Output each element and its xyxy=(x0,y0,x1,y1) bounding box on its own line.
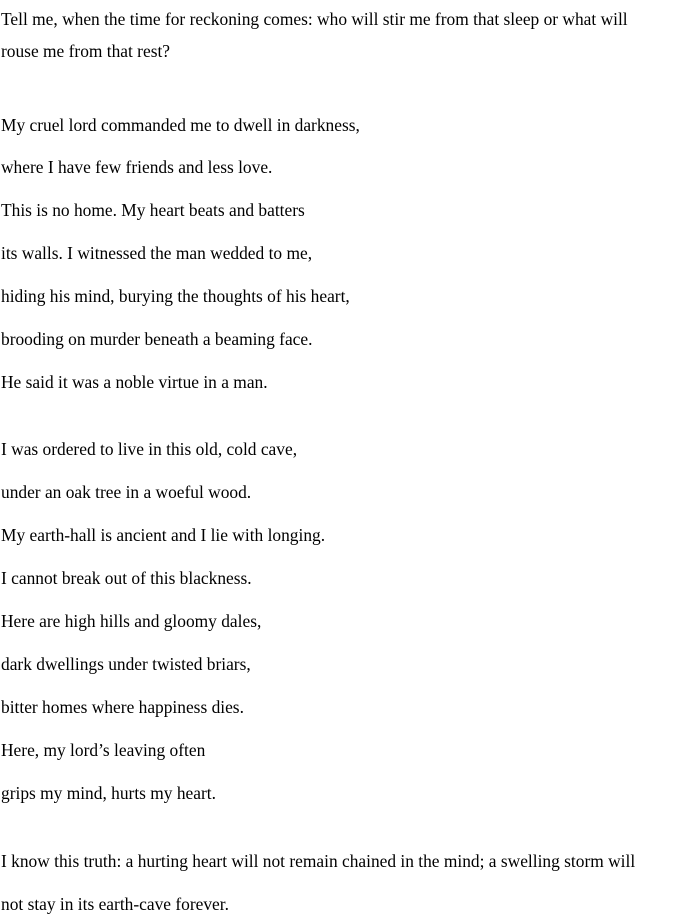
text-line: not stay in its earth-cave forever. xyxy=(1,894,229,914)
text-line: dark dwellings under twisted briars, xyxy=(1,654,251,674)
text-line: This is no home. My heart beats and batters xyxy=(1,200,305,220)
text-line: brooding on murder beneath a beaming face. xyxy=(1,329,313,349)
text-line: My cruel lord commanded me to dwell in darkness, xyxy=(1,115,360,135)
text-line: Tell me, when the time for reckoning comes: who will stir me from that sleep or what will xyxy=(1,9,628,29)
text-line: hiding his mind, burying the thoughts of his heart, xyxy=(1,286,350,306)
text-line: I was ordered to live in this old, cold cave, xyxy=(1,439,298,459)
text-line: My earth-hall is ancient and I lie with longing. xyxy=(1,525,326,545)
text-line: grips my mind, hurts my heart. xyxy=(1,783,216,803)
text-line: its walls. I witnessed the man wedded to me, xyxy=(1,243,313,263)
text-line: I know this truth: a hurting heart will not remain chained in the mind; a swelling storm will xyxy=(1,851,636,871)
text-line: rouse me from that rest? xyxy=(1,41,171,61)
text-line: Here, my lord’s leaving often xyxy=(1,740,206,760)
text-line: under an oak tree in a woeful wood. xyxy=(1,482,252,502)
text-line: Here are high hills and gloomy dales, xyxy=(1,611,262,631)
text-line: I cannot break out of this blackness. xyxy=(1,568,252,588)
text-line: where I have few friends and less love. xyxy=(1,157,273,177)
text-line: He said it was a noble virtue in a man. xyxy=(1,372,268,392)
text-line: bitter homes where happiness dies. xyxy=(1,697,244,717)
